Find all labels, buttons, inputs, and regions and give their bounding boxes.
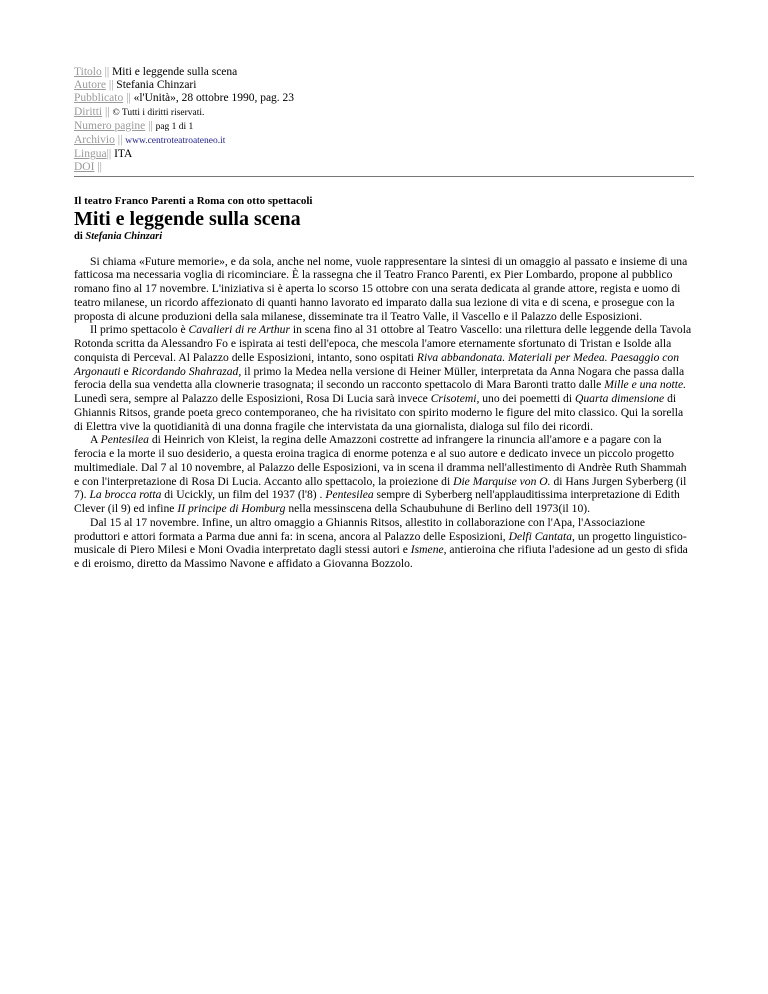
paragraph-text: uno dei poemetti di	[479, 392, 575, 406]
meta-row-titolo	[74, 66, 694, 79]
paragraph-text: di Hans Jurgen Syberberg (il 7).	[74, 474, 687, 502]
italic-title-text: Riva abbandonata. Materiali per Medea. Paesaggio con Argonauti	[74, 350, 680, 378]
paragraph-text: Dal 15 al 17 novembre. Infine, un altro omaggio a Ghiannis Ritsos, allestito in collaborazione con l'Apa, l'Associazione produttori e attori formata a Parma due anni fa: in scena, ancora al Palazzo delle Esposizioni,	[74, 515, 646, 543]
article-body	[74, 255, 694, 571]
titolo-label-link[interactable]: Titolo	[74, 66, 102, 78]
separator: ||	[108, 79, 114, 92]
italic-title-text: Ismene,	[410, 543, 447, 557]
article-paragraph	[74, 433, 694, 516]
separator: ||	[117, 134, 123, 147]
byline	[74, 231, 694, 242]
diritti-value: © Tutti i diritti riservati.	[112, 107, 205, 118]
lingua-value: ITA	[114, 148, 133, 161]
meta-row-numero-pagine	[74, 120, 694, 134]
italic-title-text: Ricordando Shahrazad,	[131, 364, 242, 378]
archivio-link[interactable]: www.centroteatroateneo.it	[125, 136, 226, 147]
meta-row-archivio	[74, 134, 694, 148]
italic-title-text: Crisotemi,	[430, 392, 480, 406]
italic-title-text: Pentesilea	[100, 433, 149, 447]
diritti-label-link[interactable]: Diritti	[74, 105, 103, 118]
separator: ||	[126, 92, 131, 105]
italic-title-text: Quarta dimensione	[574, 392, 665, 406]
autore-value: Stefania Chinzari	[116, 79, 197, 92]
numero-pagine-label-link[interactable]: Numero pagine	[74, 119, 146, 132]
meta-row-pubblicato	[74, 92, 694, 105]
italic-title-text: Cavalieri di re Arthur	[188, 323, 290, 337]
article-kicker: Il teatro Franco Parenti a Roma con otto spettacoli	[74, 194, 313, 207]
meta-row-diritti	[74, 106, 694, 120]
paragraph-text: di Ucickly, un film del 1937 (l'8) .	[161, 488, 326, 502]
article-paragraph	[74, 255, 694, 324]
pubblicato-label-link[interactable]: Pubblicato	[74, 92, 124, 105]
paragraph-text: Lunedì sera, sempre al Palazzo delle Esposizioni, Rosa Di Lucia sarà invece	[74, 392, 431, 406]
paragraph-text: antieroina che rifiuta l'adesione ad un gesto di sfida e di eroismo, diretto da Massimo Navone e affidato a Giovanna Bozzolo.	[74, 543, 688, 571]
archivio-label-link[interactable]: Archivio	[74, 134, 115, 147]
paragraph-text: sempre di Syberberg nell'applauditissima interpretazione di Edith Clever (il 9) ed infine	[74, 488, 680, 516]
numero-pagine-value: pag 1 di 1	[155, 121, 194, 132]
italic-title-text: Pentesilea	[325, 488, 374, 502]
meta-row-lingua	[74, 148, 694, 161]
paragraph-text: Si chiama «Future memorie», e da sola, anche nel nome, vuole rappresentare la sintesi di un omaggio al passato e insieme di una fatticosa ma necessaria voglia di ricominciare. È la rassegna che il Teatro Franco Parenti, ex Pier Lombardo, propone al pubblico romano fino al 17 novembre. L'iniziativa si è aperta lo scorso 15 ottobre con una serata dedicata al grande attore, regista e uomo di teatro milanese, un ricordo affezionato di quanti hanno lavorato ed imparato dalla sua lezione di vita e di scena, e prosegue con la proposta di alcune produzioni della sala milanese, disseminate tra il Teatro Valle, il Vascello e il Palazzo delle Esposizioni.	[74, 254, 688, 323]
byline-author: Stefania Chinzari	[85, 230, 163, 242]
lingua-label-link[interactable]: Lingua	[74, 148, 107, 161]
meta-row-doi	[74, 161, 694, 174]
titolo-value: Miti e leggende sulla scena	[112, 66, 238, 78]
separator: ||	[148, 119, 153, 132]
paragraph-text: di Ghiannis Ritsos, grande poeta greco contemporaneo, che ha rivisitato con spirito moderno le figure del mito classico. Qui la sorella di Elettra vive la quotidianità di una donna fragile che intervistata da una giornalista, dialoga sul filo dei ricordi.	[74, 392, 684, 433]
separator: ||	[106, 148, 112, 161]
separator: ||	[97, 161, 102, 174]
paragraph-text: di Heinrich von Kleist, la regina delle Amazzoni costrette ad infrangere la rinuncia all'amore e a pagare con la ferocia e la morte il suo desiderio, a questa eroina tragica di enorme potenza e al suo autore e dedicato invece un piccolo progetto multimediale. Dal 7 al 10 novembre, al Palazzo delle Esposizioni, va in scena il dramma nell'allestimento di Andrèe Ruth Shammah e con l'interpretazione di Rosa Di Lucia. Accanto allo spettacolo, la proiezione di	[74, 433, 687, 488]
meta-row-autore	[74, 79, 694, 92]
italic-title-text: Delfi Cantata,	[508, 529, 575, 543]
paragraph-text: nella messinscena della Schaubuhune di Berlino dell 1973(il 10).	[285, 502, 591, 516]
article-title: Miti e leggende sulla scena	[74, 207, 301, 230]
paragraph-text: un progetto linguistico-musicale di Piero Milesi e Moni Ovadia interpretato dagli stessi autori e	[74, 529, 687, 557]
separator: ||	[105, 105, 110, 118]
paragraph-text: A	[90, 433, 101, 447]
article-paragraph	[74, 323, 694, 433]
article-paragraph	[74, 516, 694, 571]
italic-title-text: Die Marquise von O.	[453, 474, 551, 488]
separator: ||	[104, 66, 110, 78]
byline-prefix: di	[74, 230, 83, 242]
doi-label-link[interactable]: DOI	[74, 161, 95, 174]
paragraph-text: e	[120, 364, 132, 378]
pubblicato-value: «l'Unità», 28 ottobre 1990, pag. 23	[133, 92, 295, 105]
italic-title-text: Mille e una notte.	[604, 378, 686, 392]
metadata-block	[74, 66, 694, 175]
italic-title-text: La brocca rotta	[89, 488, 162, 502]
paragraph-text: in scena fino al 31 ottobre al Teatro Vascello: una rilettura delle leggende della Tavola Rotonda scritta da Alessandro Fo e ispirata ai testi dell'epoca, che mescola l'amore eternamente sfortunato di Tristan e Isolde alla conquista di Perceval. Al Palazzo delle Esposizioni, intanto, sono ospitati	[74, 323, 692, 364]
page-content	[74, 66, 694, 571]
italic-title-text: II principe di Homburg	[177, 502, 286, 516]
horizontal-divider	[74, 176, 694, 177]
paragraph-text: Il primo spettacolo è	[90, 323, 189, 337]
paragraph-text: il primo la Medea nella versione di Heiner Müller, interpretata da Anna Nogara che passa dalla ferocia della sua vendetta alla clownerie trasognata; il secondo un racconto spettacolo di Mara Baronti tratto dalle	[74, 364, 685, 392]
autore-label-link[interactable]: Autore	[74, 79, 106, 92]
